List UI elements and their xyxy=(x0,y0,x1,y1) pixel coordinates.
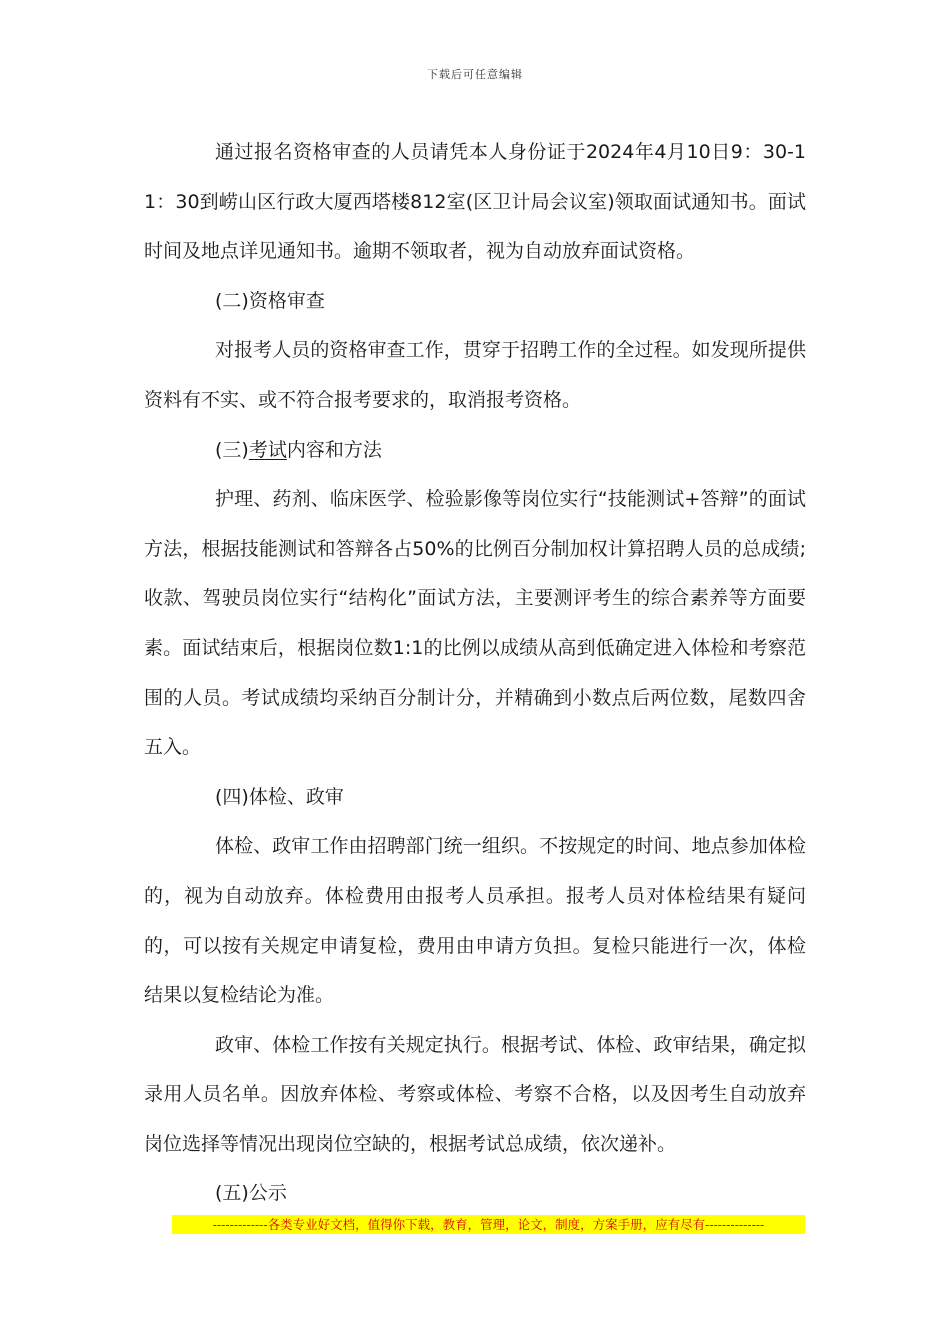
heading-link-exam[interactable]: 考试 xyxy=(248,438,287,461)
paragraph-medical-exam: 体检、政审工作由招聘部门统一组织。不按规定的时间、地点参加体检的，视为自动放弃。体检费用由报考人员承担。报考人员对体检结果有疑问的，可以按有关规定申请复检，费用由申请方负担。复检只能进行一次，体检结果以复检结论为准。 xyxy=(144,835,806,1007)
section-heading-publicity: (五)公示 xyxy=(215,1182,287,1205)
section-heading-medical-political-review: (四)体检、政审 xyxy=(215,785,344,808)
document-body xyxy=(144,128,806,1219)
paragraph-qualification-review: 对报考人员的资格审查工作，贯穿于招聘工作的全过程。如发现所提供资料有不实、或不符合报考要求的，取消报考资格。 xyxy=(144,339,806,411)
heading-prefix: (三) xyxy=(215,438,249,461)
paragraph-interview-notice: 通过报名资格审查的人员请凭本人身份证于2024年4月10日9：30-11：30到崂山区行政大厦西塔楼812室(区卫计局会议室)领取面试通知书。面试时间及地点详见通知书。逾期不领取者，视为自动放弃面试资格。 xyxy=(144,141,806,263)
paragraph-political-review: 政审、体检工作按有关规定执行。根据考试、体检、政审结果，确定拟录用人员名单。因放弃体检、考察或体检、考察不合格，以及因考生自动放弃岗位选择等情况出现岗位空缺的，根据考试总成绩，依次递补。 xyxy=(144,1033,806,1155)
heading-suffix: 内容和方法 xyxy=(286,438,382,461)
section-heading-exam-content xyxy=(144,426,806,476)
page-header-note: 下载后可任意编辑 xyxy=(427,68,523,81)
paragraph-exam-method: 护理、药剂、临床医学、检验影像等岗位实行“技能测试+答辩”的面试方法，根据技能测试和答辩各占50%的比例百分制加权计算招聘人员的总成绩;收款、驾驶员岗位实行“结构化”面试方法，主要测评考生的综合素养等方面要素。面试结束后，根据岗位数1:1的比例以成绩从高到低确定进入体检和考察范围的人员。考试成绩均采纳百分制计分，并精确到小数点后两位数，尾数四舍五入。 xyxy=(144,488,806,759)
section-heading-qualification-review: (二)资格审查 xyxy=(215,289,325,312)
footer-promo-banner: -------------各类专业好文档，值得你下载，教育，管理，论文，制度，方案手册，应有尽有-------------- xyxy=(172,1215,805,1234)
